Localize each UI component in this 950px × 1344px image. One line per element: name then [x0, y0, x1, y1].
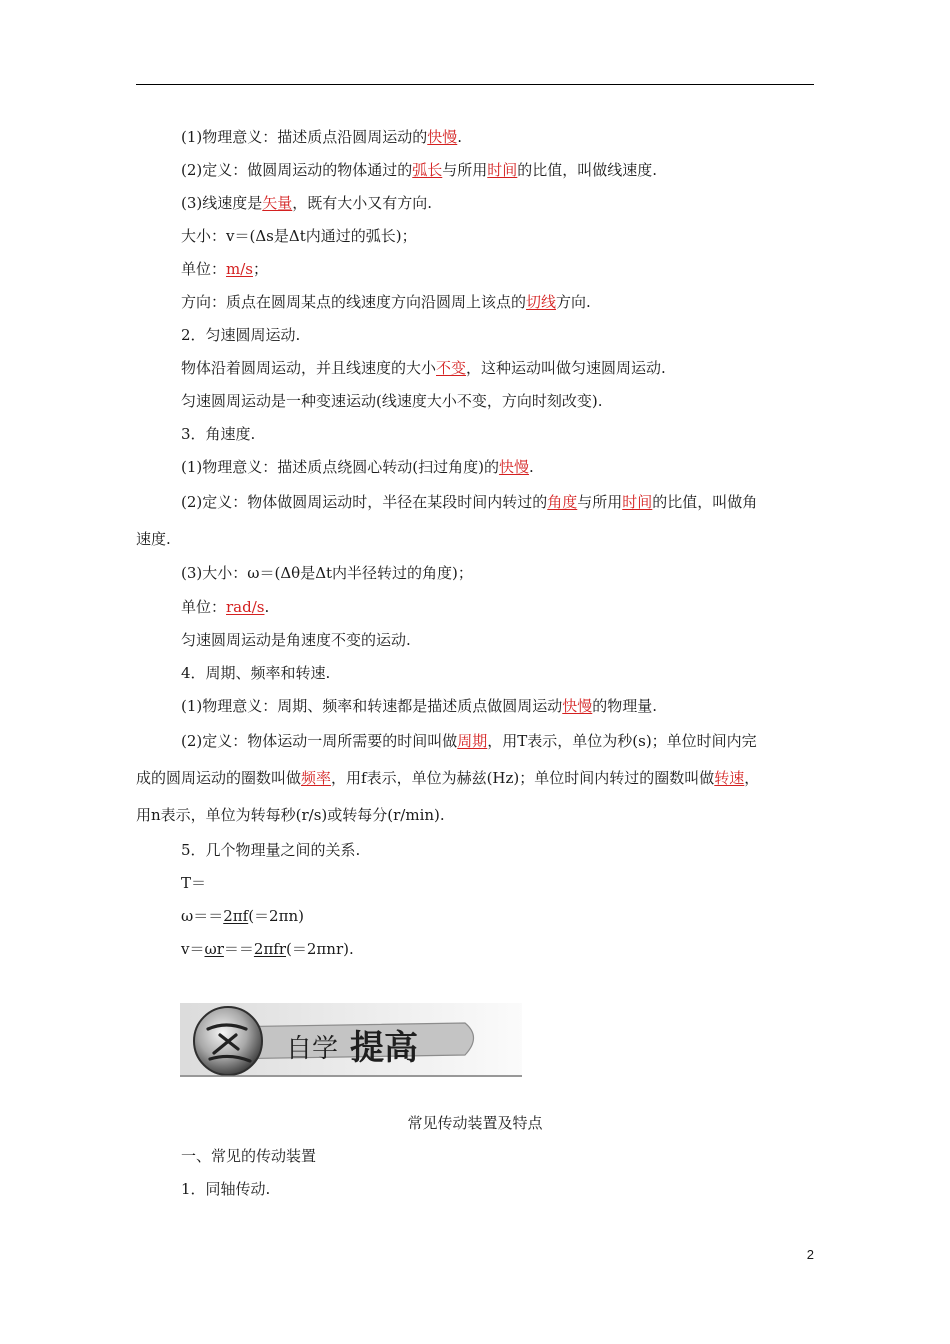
text: 匀速圆周运动是角速度不变的运动.	[181, 631, 411, 649]
answer-blank: m/s	[226, 260, 253, 278]
formula: v＝	[181, 940, 205, 958]
text-line	[181, 358, 666, 378]
text: 与所用	[442, 161, 488, 179]
text: 用n表示，单位为转每秒(r/s)或转每分(r/min).	[136, 806, 445, 824]
text: .	[264, 598, 270, 616]
formula: (＝2πnr).	[286, 940, 354, 958]
answer-blank: 2πfr	[253, 940, 287, 958]
text: 方向.	[556, 293, 591, 311]
text-line	[181, 492, 757, 512]
text-line	[181, 193, 432, 213]
answer-blank: 转速	[714, 769, 745, 787]
text: .	[528, 458, 534, 476]
header-rule	[136, 84, 814, 85]
answer-blank: 弧长	[412, 161, 443, 179]
self-study-banner	[180, 999, 522, 1079]
section-title	[136, 1113, 814, 1133]
text: 5．几个物理量之间的关系.	[181, 841, 361, 859]
formula: (＝2πn)	[248, 907, 304, 925]
answer-blank: 切线	[526, 293, 557, 311]
formula-line	[181, 873, 206, 893]
formula: ＝＝	[223, 940, 254, 958]
text: 的比值，叫做角	[652, 493, 758, 511]
text-line	[136, 805, 445, 825]
text: 1．同轴传动.	[181, 1180, 271, 1198]
formula-line	[181, 939, 354, 959]
text: .	[457, 128, 463, 146]
answer-blank: 2πf	[223, 907, 249, 925]
text: ，既有大小又有方向.	[292, 194, 433, 212]
section-heading	[181, 1179, 270, 1199]
text-line	[181, 127, 462, 147]
banner-text-improve: 提高	[350, 1028, 418, 1068]
text-line	[181, 731, 757, 751]
text: 方向：质点在圆周某点的线速度方向沿圆周上该点的	[181, 293, 527, 311]
answer-blank: 频率	[301, 769, 332, 787]
answer-blank: 快慢	[427, 128, 458, 146]
text: (2)定义：物体做圆周运动时，半径在某段时间内转过的	[181, 493, 548, 511]
text: (1)物理意义：描述质点沿圆周运动的	[181, 128, 428, 146]
text-line	[181, 391, 602, 411]
text-line	[181, 226, 417, 246]
text-line	[136, 768, 759, 788]
text: 2．匀速圆周运动.	[181, 326, 301, 344]
text: ，这种运动叫做匀速圆周运动.	[466, 359, 666, 377]
text-line	[181, 259, 268, 279]
text-line	[181, 292, 591, 312]
text: 大小：v＝(Δs是Δt内通过的弧长)；	[181, 227, 417, 245]
text: ，用f表示，单位为赫兹(Hz)；单位时间内转过的圈数叫做	[331, 769, 715, 787]
text: (3)大小：ω＝(Δθ是Δt内半径转过的角度)；	[181, 564, 473, 582]
text-line	[181, 563, 473, 583]
text: 成的圆周运动的圈数叫做	[136, 769, 302, 787]
text: 常见传动装置及特点	[407, 1114, 543, 1132]
section-heading	[181, 663, 330, 683]
answer-blank: rad/s	[226, 598, 265, 616]
text: 4．周期、频率和转速.	[181, 664, 331, 682]
text-line	[181, 696, 657, 716]
text: (2)定义：做圆周运动的物体通过的	[181, 161, 413, 179]
text: (3)线速度是	[181, 194, 263, 212]
text: (1)物理意义：描述质点绕圆心转动(扫过角度)的	[181, 458, 499, 476]
section-heading	[181, 1146, 316, 1166]
answer-blank: ωr	[204, 940, 224, 958]
formula-line	[181, 906, 304, 926]
text: 3．角速度.	[181, 425, 256, 443]
text: ，	[744, 769, 760, 787]
banner-text-self-study: 自学	[286, 1034, 339, 1064]
answer-blank: 时间	[622, 493, 653, 511]
text-line	[181, 597, 269, 617]
answer-blank: 时间	[487, 161, 518, 179]
text: 与所用	[577, 493, 623, 511]
text: 单位：	[181, 598, 227, 616]
answer-blank: 不变	[436, 359, 467, 377]
answer-blank: 快慢	[498, 458, 529, 476]
formula: ω＝＝	[181, 907, 224, 925]
text-line	[136, 529, 171, 549]
text: 一、常见的传动装置	[181, 1147, 317, 1165]
text: ，用T表示，单位为秒(s)；单位时间内完	[487, 732, 757, 750]
text: 物体沿着圆周运动，并且线速度的大小	[181, 359, 437, 377]
section-heading	[181, 325, 300, 345]
formula: T＝	[181, 874, 207, 892]
section-heading	[181, 424, 255, 444]
answer-blank: 快慢	[562, 697, 593, 715]
answer-blank: 角度	[547, 493, 578, 511]
answer-blank: 矢量	[262, 194, 293, 212]
answer-blank: 周期	[457, 732, 488, 750]
text: 的物理量.	[592, 697, 658, 715]
text-line	[181, 457, 534, 477]
text: 的比值，叫做线速度.	[517, 161, 658, 179]
text: (1)物理意义：周期、频率和转速都是描述质点做圆周运动	[181, 697, 563, 715]
text: ；	[253, 260, 269, 278]
text-line	[181, 160, 657, 180]
text-line	[181, 630, 411, 650]
text: 速度.	[136, 530, 171, 548]
section-heading	[181, 840, 360, 860]
text: 匀速圆周运动是一种变速运动(线速度大小不变，方向时刻改变).	[181, 392, 603, 410]
text: 单位：	[181, 260, 227, 278]
page-number: 2	[806, 1247, 814, 1262]
text: (2)定义：物体运动一周所需要的时间叫做	[181, 732, 458, 750]
